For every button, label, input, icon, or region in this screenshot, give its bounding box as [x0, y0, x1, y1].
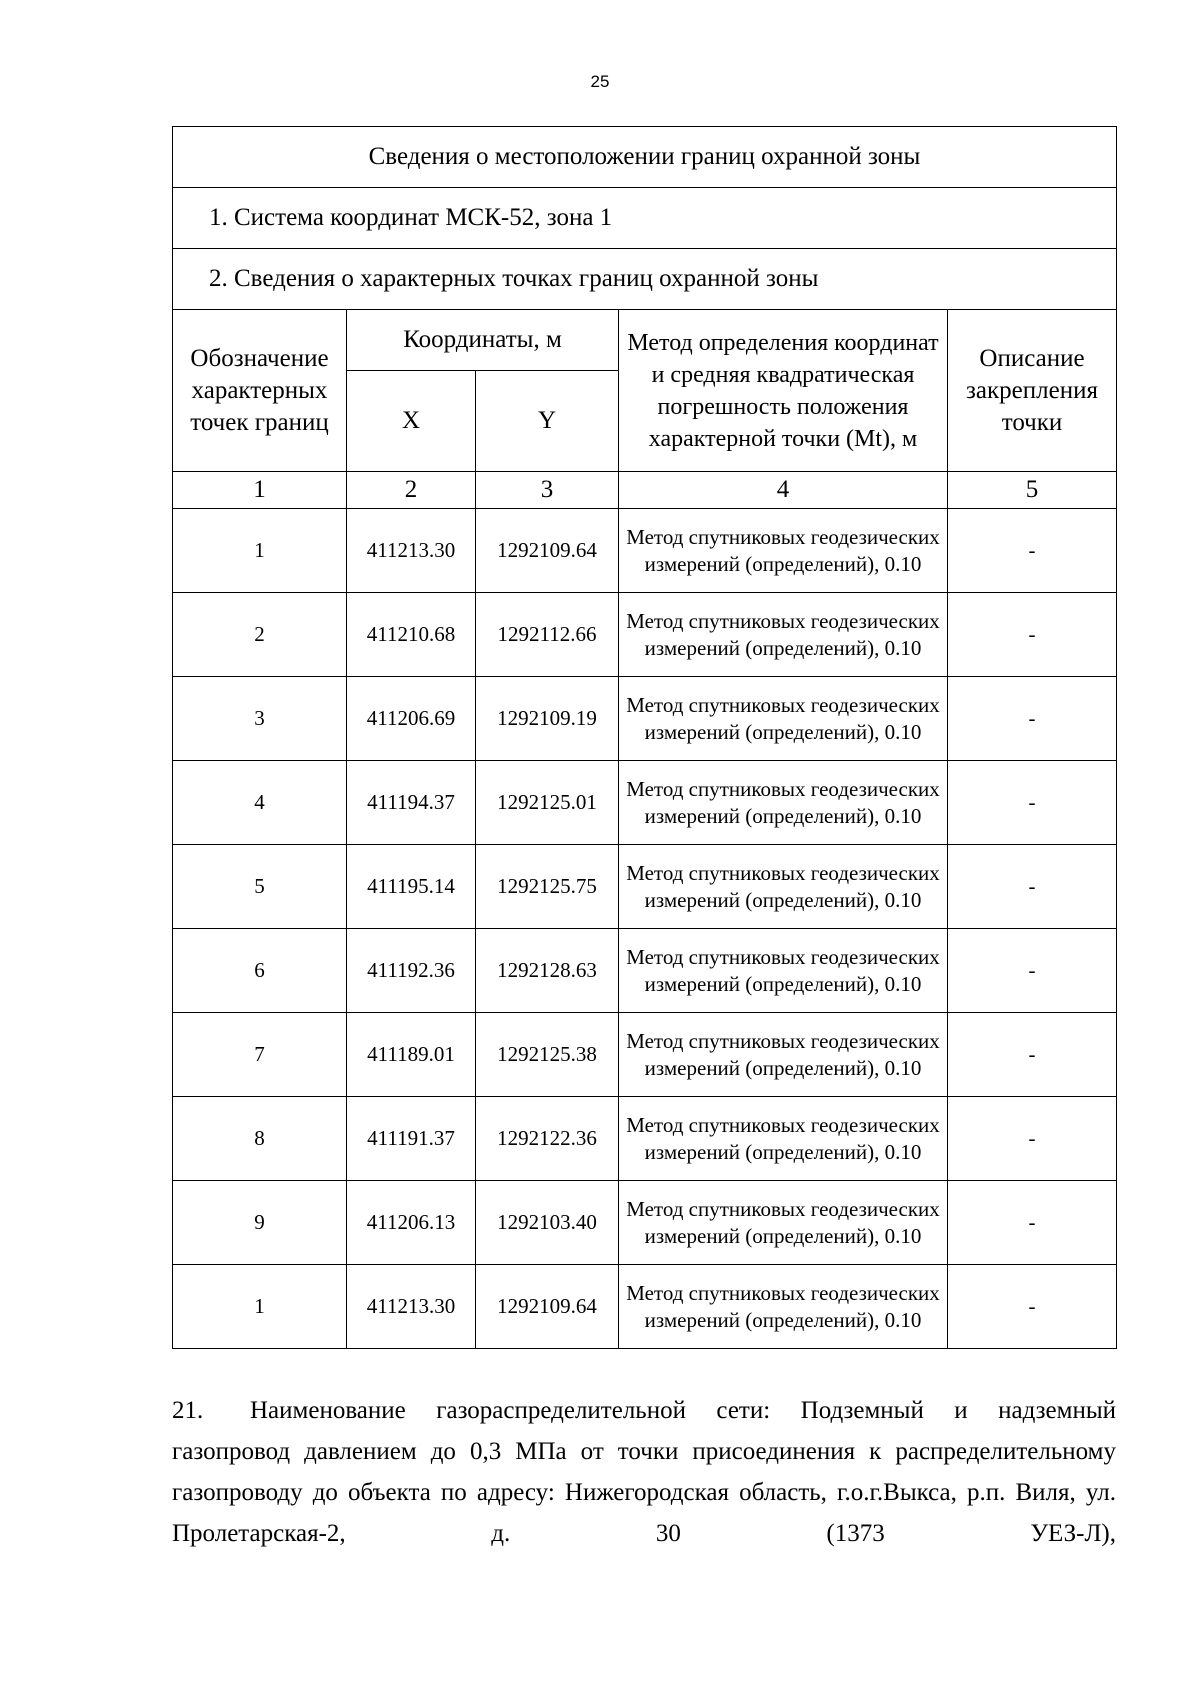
- method-cell: Метод спутниковых геодезических измерений (определений), 0.10: [619, 761, 948, 845]
- method-cell: Метод спутниковых геодезических измерений (определений), 0.10: [619, 845, 948, 929]
- method-cell: Метод спутниковых геодезических измерений (определений), 0.10: [619, 1013, 948, 1097]
- point-cell: 2: [173, 593, 347, 677]
- method-cell: Метод спутниковых геодезических измерений (определений), 0.10: [619, 1181, 948, 1265]
- table-title: Сведения о местоположении границ охранной зоны: [173, 127, 1117, 188]
- y-coordinate-cell: 1292125.01: [476, 761, 619, 845]
- points-heading: 2. Сведения о характерных точках границ охранной зоны: [173, 249, 1117, 310]
- y-coordinate-cell: 1292125.38: [476, 1013, 619, 1097]
- point-cell: 7: [173, 1013, 347, 1097]
- point-cell: 5: [173, 845, 347, 929]
- method-cell: Метод спутниковых геодезических измерений (определений), 0.10: [619, 929, 948, 1013]
- x-coordinate-cell: 411213.30: [347, 509, 476, 593]
- header-method: Метод определения координат и средняя квадратическая погрешность положения характерной точки (Mt), м: [619, 310, 948, 472]
- header-x: X: [347, 371, 476, 472]
- column-number: 5: [948, 472, 1117, 509]
- description-cell: -: [948, 929, 1117, 1013]
- y-coordinate-cell: 1292122.36: [476, 1097, 619, 1181]
- point-cell: 4: [173, 761, 347, 845]
- x-coordinate-cell: 411194.37: [347, 761, 476, 845]
- table-row: [173, 509, 1117, 593]
- x-coordinate-cell: 411189.01: [347, 1013, 476, 1097]
- description-cell: -: [948, 593, 1117, 677]
- x-coordinate-cell: 411192.36: [347, 929, 476, 1013]
- x-coordinate-cell: 411191.37: [347, 1097, 476, 1181]
- y-coordinate-cell: 1292109.64: [476, 1265, 619, 1349]
- table-row: [173, 929, 1117, 1013]
- header-coordinates: Координаты, м: [347, 310, 619, 371]
- method-cell: Метод спутниковых геодезических измерений (определений), 0.10: [619, 1097, 948, 1181]
- point-cell: 3: [173, 677, 347, 761]
- y-coordinate-cell: 1292125.75: [476, 845, 619, 929]
- y-coordinate-cell: 1292128.63: [476, 929, 619, 1013]
- table-row: [173, 1013, 1117, 1097]
- table-row: [173, 593, 1117, 677]
- paragraph-21: [172, 1390, 1116, 1554]
- column-number: 2: [347, 472, 476, 509]
- description-cell: -: [948, 677, 1117, 761]
- x-coordinate-cell: 411210.68: [347, 593, 476, 677]
- description-cell: -: [948, 1013, 1117, 1097]
- description-cell: -: [948, 1265, 1117, 1349]
- x-coordinate-cell: 411206.69: [347, 677, 476, 761]
- method-cell: Метод спутниковых геодезических измерений (определений), 0.10: [619, 509, 948, 593]
- header-description: Описание закрепления точки: [948, 310, 1117, 472]
- header-y: Y: [476, 371, 619, 472]
- paragraph-number: 21.: [172, 1397, 204, 1424]
- description-cell: -: [948, 761, 1117, 845]
- column-number: 3: [476, 472, 619, 509]
- point-cell: 8: [173, 1097, 347, 1181]
- y-coordinate-cell: 1292109.19: [476, 677, 619, 761]
- point-cell: 6: [173, 929, 347, 1013]
- table-row: [173, 677, 1117, 761]
- point-cell: 1: [173, 1265, 347, 1349]
- paragraph-text: Наименование газораспределительной сети: Подземный и надземный газопровод давлением до 0,3 МПа от точки присоединения к распределительному газопроводу до объекта по адресу: Нижегородская область, г.о.г.Выкса, р.п. Виля, ул. Пролетарская-2, д. 30 (1373 УЕЗ-Л),: [172, 1397, 1116, 1547]
- x-coordinate-cell: 411213.30: [347, 1265, 476, 1349]
- description-cell: -: [948, 1097, 1117, 1181]
- description-cell: -: [948, 1181, 1117, 1265]
- point-cell: 9: [173, 1181, 347, 1265]
- table-row: [173, 1181, 1117, 1265]
- y-coordinate-cell: 1292109.64: [476, 509, 619, 593]
- column-number: 4: [619, 472, 948, 509]
- description-cell: -: [948, 845, 1117, 929]
- method-cell: Метод спутниковых геодезических измерений (определений), 0.10: [619, 1265, 948, 1349]
- table-row: [173, 761, 1117, 845]
- x-coordinate-cell: 411206.13: [347, 1181, 476, 1265]
- table-row: [173, 845, 1117, 929]
- x-coordinate-cell: 411195.14: [347, 845, 476, 929]
- boundary-points-table: [172, 126, 1117, 1349]
- column-number: 1: [173, 472, 347, 509]
- y-coordinate-cell: 1292103.40: [476, 1181, 619, 1265]
- table-row: [173, 1265, 1117, 1349]
- header-designation: Обозначение характерных точек границ: [173, 310, 347, 472]
- method-cell: Метод спутниковых геодезических измерений (определений), 0.10: [619, 677, 948, 761]
- table-row: [173, 1097, 1117, 1181]
- page-number: 25: [590, 72, 610, 91]
- y-coordinate-cell: 1292112.66: [476, 593, 619, 677]
- column-number-row: [173, 472, 1117, 509]
- description-cell: -: [948, 509, 1117, 593]
- point-cell: 1: [173, 509, 347, 593]
- coordinate-system: 1. Система координат МСК-52, зона 1: [173, 188, 1117, 249]
- method-cell: Метод спутниковых геодезических измерений (определений), 0.10: [619, 593, 948, 677]
